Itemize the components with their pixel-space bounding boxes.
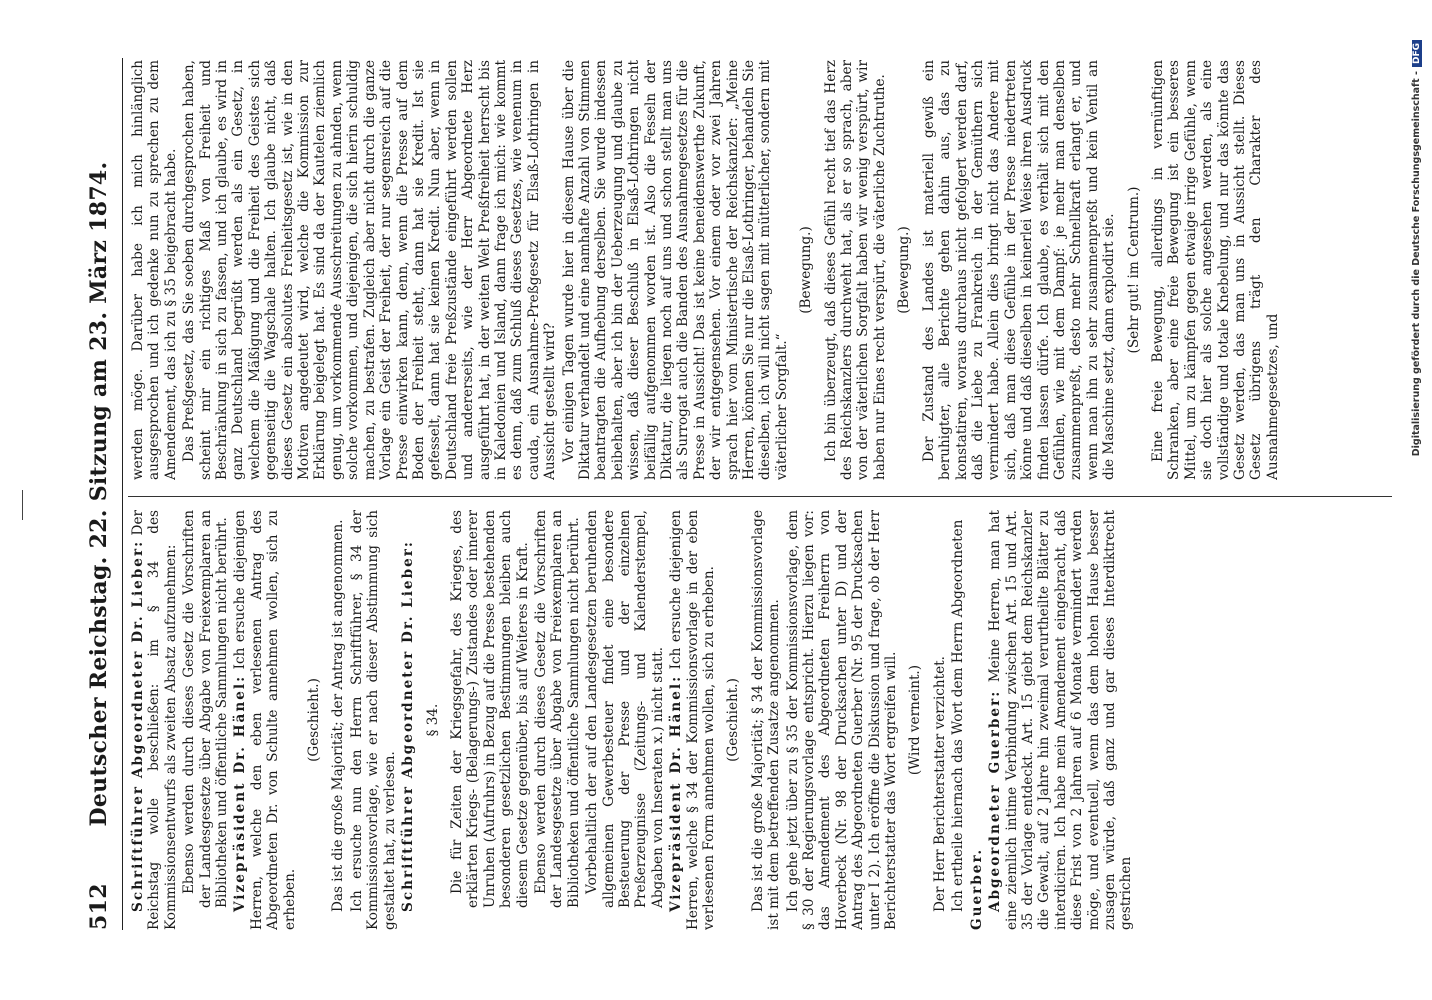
- paragraph-text: Der Reichstag wolle beschließen: im § 34 des Kommissionsentwurfs als zweiten Absatz aufzunehmen:: [130, 510, 179, 930]
- digitization-credit: [1411, 40, 1422, 930]
- speaker-line: [400, 510, 416, 930]
- dfg-logo: DFG: [1412, 40, 1422, 67]
- paragraph: Ich gehe jetzt über zu § 35 der Kommissionsvorlage, dem § 30 der Regierungsvorlage entspricht. Hierzu liegen vor: das Amendement des Abgeordneten Freiherrn von Hoverbeck (Nr. 98 der Drucksachen unter D) und der Antrag des Abgeordneten Guerber (Nr. 95 der Drucksachen unter I 2). Ich eröffne die Diskussion und frage, ob der Herr Berichterstatter das Wort ergreifen will.: [784, 510, 900, 930]
- paragraph: Eine freie Bewegung, allerdings in vernünftigen Schranken, aber eine freie Bewegung ist ein besseres Mittel, um zu kämpfen gegen etwaige irrige Gefühle, wenn sie doch hier als solche angesehen werden, als eine vollständige und totale Knebelung, und nur das könnte das Gesetz werden, das man uns in Aussicht stellt. Dieses Gesetz übrigens trägt den Charakter des Ausnahmegesetzes, und: [1149, 60, 1281, 480]
- right-column: [130, 60, 1392, 480]
- stage-direction: (Bewegung.): [896, 226, 913, 314]
- speaker-label: Schriftführer Abgeordneter Dr. Lieber:: [400, 540, 417, 912]
- scan-crop-mark: [22, 490, 23, 520]
- paragraph: [987, 510, 1135, 930]
- paragraph: [668, 510, 717, 930]
- stage-direction: (Sehr gut! im Centrum.): [1125, 186, 1142, 354]
- paragraph: Das ist die große Majorität; § 34 der Kommissionsvorlage ist mit dem betreffenden Zusatze angenommen.: [749, 510, 783, 930]
- column-divider: [128, 496, 1392, 497]
- running-title: Deutscher Reichstag. 22. Sitzung am 23. März 1874.: [86, 161, 112, 827]
- credit-text: Digitalisierung gefördert durch die Deutsche Forschungsgemeinschaft -: [1411, 71, 1422, 457]
- speaker-label: Abgeordneter Guerber:: [987, 689, 1004, 912]
- stage-direction: (Bewegung.): [798, 226, 815, 314]
- paragraph: Das Preßgesetz, das Sie soeben durchgesprochen haben, scheint mir ein richtiges Maß von Freiheit und Beschränkung in sich zu fassen, und ich glaube, es wird in ganz Deutschland begrüßt werden als ein Gesetz, in welchem die Mäßigung und die Freiheit des Geistes sich gegenseitig die Wagschale halten. Ich glaube nicht, daß dieses Gesetz ein absolutes Freiheitsgesetz ist, wie in den Motiven angedeutet wird, welche die Kommission zur Erklärung beigelegt hat. Es sind da der Kautelen ziemlich genug, um vorkommende Ausschreitungen zu ahnden, wenn solche vorkommen, und diejenigen, die sich hierin schuldig machen, zu bestrafen. Zugleich aber nicht durch die ganze Vorlage ein Geist der Freiheit, der nur segensreich auf die Presse einwirken kann, denn, wenn die Presse auf dem Boden der Freiheit steht, dann hat sie Kredit. Ist sie gefesselt, dann hat sie keinen Kredit. Nun aber, wenn in Deutschland freie Preßzustände eingeführt werden sollen und andererseits, wie der Herr Abgeordnete Herz ausgeführt hat, in der weiten Welt Preßfreiheit herrscht bis in Kaledonien und Island, dann frage ich mich: wie kommt es denn, daß zum Schluß dieses Gesetzes, wie venenum in cauda, ein Ausnahme-Preßgesetz für Elsaß-Lothringen in Aussicht gestellt wird?: [181, 60, 559, 480]
- paragraph: [130, 510, 179, 930]
- paragraph-text: Ich ertheile hiernach das Wort dem Herrn Abgeordneten: [950, 519, 967, 912]
- paragraph: Das ist die große Majorität; der Antrag ist angenommen.: [330, 519, 347, 912]
- speaker-name: [969, 510, 985, 930]
- paragraph: [232, 510, 298, 930]
- speaker-label: Guerber.: [968, 847, 985, 930]
- paragraph: Der Herr Berichterstatter verzichtet.: [931, 656, 948, 912]
- law-text: Vorbehaltlich der auf den Landesgesetzen beruhenden allgemeinen Gewerbesteuer findet eine besondere Besteuerung der Presse und der einzelnen Preßerzeugnisse (Zeitungs- und Kalenderstempel, Abgaben von Inseraten x.) nicht statt.: [584, 510, 666, 908]
- section-heading: § 34.: [424, 703, 441, 737]
- law-text: Ebenso werden durch dieses Gesetz die Vorschriften der Landesgesetze über Abgabe von Freiexemplaren an Bibliotheken und öffentliche Sammlungen nicht berührt.: [532, 510, 582, 908]
- paragraph-text: Ich ersuche diejenigen Herren, welche § 34 der Kommissionsvorlage in der eben verlesenen Form annehmen wollen, sich zu erheben.: [668, 510, 717, 930]
- paragraph: werden möge. Darüber habe ich mich hinlänglich ausgesprochen und ich gedenke nun zu sprechen zu dem Amendement, das ich zu § 35 beigebracht habe.: [130, 60, 179, 480]
- amendment-text: Ebenso werden durch dieses Gesetz die Vorschriften der Landesgesetze über Abgabe von Freiexemplaren an Bibliotheken und öffentliche Sammlungen nicht berührt.: [181, 510, 231, 908]
- page-header: [82, 58, 123, 930]
- speaker-label: Vizepräsident Dr. Hänel:: [232, 674, 249, 912]
- stage-direction: (Wird verneint.): [907, 664, 924, 776]
- law-text: Die für Zeiten der Kriegsgefahr, des Krieges, des erklärten Kriegs- (Belagerungs-) Zustandes oder innerer Unruhen (Aufruhrs) in Bezug auf die Presse bestehenden besonderen gesetzlichen Bestimmungen bleiben auch diesem Gesetze gegenüber, bis auf Weiteres in Kraft.: [448, 510, 531, 908]
- paragraph: Der Zustand des Landes ist materiell gewiß ein beruhigter, alle Berichte gehen dahin aus, das zu konstatiren, woraus durchaus nicht gefolgert werden darf, daß die Liebe zu Frankreich in der Gemüthern sich vermindert habe. Allein dies bringt nicht das Andere mit sich, daß man diese Gefühle in der Presse niedertreten könne und daß dieselben in keinerlei Weise ihren Ausdruck finden lassen dürfe. Ich glaube, es verhält sich mit den Gefühlen, wie mit dem Dampf: je mehr man denselben zusammenpreßt, desto mehr Schnellkraft erlangt er, und wenn man ihn zu sehr zusammenpreßt und kein Ventil an die Maschine setzt, dann explodirt sie.: [920, 60, 1118, 480]
- paragraph: Ich bin überzeugt, daß dieses Gefühl recht tief das Herz des Reichskanzlers durchweht hat, als er so sprach, aber von der väterlichen Sorgfalt haben wir wenig verspürt, wir haben nur Eines recht verspürt, die väterliche Zuchtruthe.: [822, 60, 888, 480]
- paragraph: [950, 510, 966, 930]
- speaker-label: Schriftführer Abgeordneter Dr. Lieber:: [130, 539, 146, 912]
- paragraph: Vor einigen Tagen wurde hier in diesem Hause über die Diktatur verhandelt und eine namhafte Anzahl von Stimmen beantragten die Aufhebung derselben. Sie wurde indessen beibehalten, aber ich bin der Ueberzeugung und glaube zu wissen, daß dieser Beschluß in Elsaß-Lothringen nicht beifällig aufgenommen worden ist. Also die Fesseln der Diktatur, die liegen noch auf uns und schon stellt man uns als Surrogat auch die Banden des Ausnahmegesetzes für die Presse in Aussicht! Das ist keine beneidenswerthe Zukunft, der wir entgegensehen. Vor einem oder vor zwei Jahren sprach hier vom Ministertische der Reichskanzler: „Meine Herren, können Sie nur die Elsaß-Lothringer, behandeln Sie dieselben, ich will nicht sagen mit mütterlicher, sondern mit väterlicher Sorgfalt.“: [560, 60, 790, 480]
- speaker-label: Vizepräsident Dr. Hänel:: [668, 674, 685, 912]
- left-column: [130, 510, 1392, 930]
- stage-direction: (Geschieht.): [306, 678, 323, 762]
- stage-direction: (Geschieht.): [725, 678, 742, 762]
- paragraph-text: Meine Herren, man hat eine ziemlich intime Verbindung zwischen Art. 15 und Art. 35 der Vorlage entdeckt. Art. 15 giebt dem Reichskanzler die Gewalt, auf 2 Jahre hin zweimal verurtheilte Blätter zu interdiciren. Ich habe mein Amendement eingebracht, daß diese Frist von 2 Jahren auf 6 Monate vermindert werden möge, und eventuell, wenn das dem hohen Hause besser zusagen würde, daß ganz und gar dieses Interdiktrecht gestrichen: [987, 510, 1135, 930]
- page-number: 512: [86, 883, 112, 930]
- paragraph: Ich ersuche nun den Herrn Schriftführer, § 34 der Kommissionsvorlage, wie er nach dieser Abstimmung sich gestaltet hat, zu verlesen.: [348, 510, 398, 930]
- paragraph-text: Ich ersuche diejenigen Herren, welche den eben verlesenen Antrag des Abgeordneten Dr. von Schulte annehmen wollen, sich zu erheben.: [232, 510, 298, 930]
